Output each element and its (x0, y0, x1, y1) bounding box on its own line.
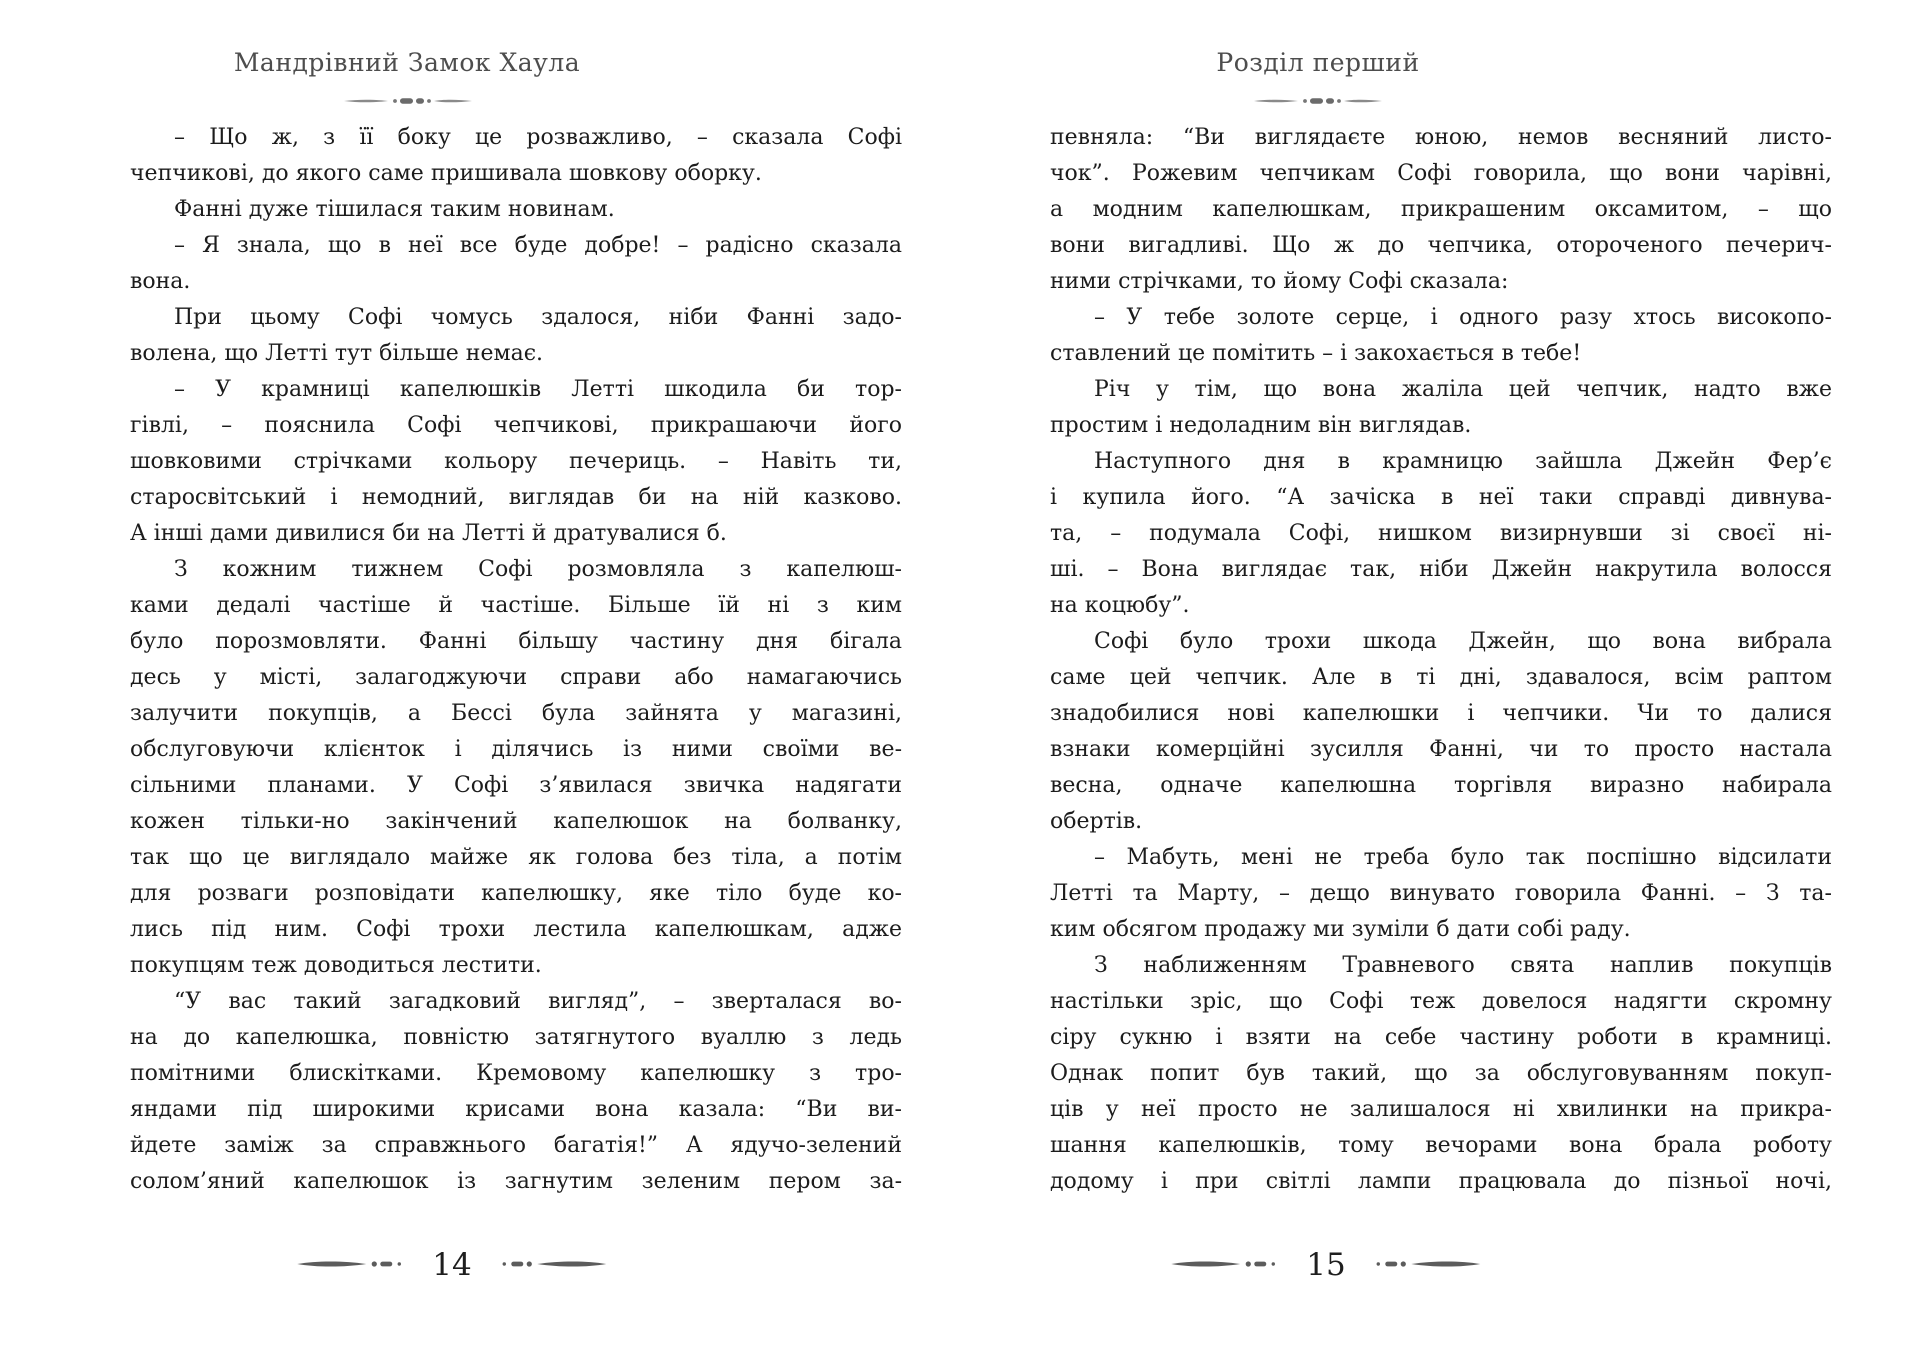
text-line: залучити покупців, а Бессі була зайнята у магазині, (130, 701, 902, 726)
page-footer-left (296, 1247, 607, 1283)
page-header-left: Мандрівний Замок Хаула (233, 48, 581, 77)
text-line: покупцям теж доводиться лестити. (130, 953, 542, 978)
text-line: чепчикові, до якого саме пришивала шовкову оборку. (130, 161, 762, 186)
text-line: Летті та Марту, – дещо винувато говорила Фанні. – З та- (1050, 881, 1832, 906)
text-line: А інші дами дивилися би на Летті й дратувалися б. (130, 521, 727, 546)
text-line: весна, одначе капелюшна торгівля виразно набирала (1050, 773, 1832, 798)
text-line: Наступного дня в крамницю зайшла Джейн Фер’є (1094, 449, 1832, 474)
text-line: десь у місті, залагоджуючи справи або намагаючись (130, 665, 902, 690)
text-line: чок”. Рожевим чепчикам Софі говорила, що вони чарівні, (1050, 161, 1832, 186)
text-line: на до капелюшка, повністю затягнутого вуаллю з ледь (130, 1025, 902, 1050)
text-line: йдете заміж за справжнього багатія!” А ядучо-зелений (130, 1133, 902, 1158)
text-line: та, – подумала Софі, нишком визирнувши зі своєї ні- (1050, 521, 1832, 546)
text-line: яндами під широкими крисами вона казала: “Ви ви- (130, 1097, 902, 1122)
page-number-right: 15 (1306, 1247, 1346, 1283)
text-line: З наближенням Травневого свята наплив покупців (1094, 953, 1832, 978)
text-line: ками дедалі частіше й частіше. Більше їй ні з ким (130, 593, 902, 618)
text-line: ким обсягом продажу ми зуміли б дати собі раду. (1050, 917, 1631, 942)
text-line: шовковими стрічками кольору печериць. – Навіть ти, (130, 449, 902, 474)
text-line: вона. (130, 269, 191, 294)
text-line: додому і при світлі лампи працювала до пізньої ночі, (1050, 1169, 1832, 1194)
text-line: Річ у тім, що вона жаліла цей чепчик, надто вже (1094, 377, 1832, 402)
text-line: простим і недоладним він виглядав. (1050, 413, 1472, 438)
ornament-flourish-right (498, 1256, 608, 1275)
text-line: – Я знала, що в неї все буде добре! – радісно сказала (174, 233, 902, 258)
text-line: солом’яний капелюшок із загнутим зеленим пером за- (130, 1169, 902, 1194)
text-line: ними стрічками, то йому Софі сказала: (1050, 269, 1509, 294)
ornament-divider (1252, 92, 1384, 111)
page-footer-right (1170, 1247, 1481, 1283)
text-line: взнаки комерційні зусилля Фанні, чи то просто настала (1050, 737, 1832, 762)
text-line: волена, що Летті тут більше немає. (130, 341, 544, 366)
text-line: кожен тільки-но закінчений капелюшок на болванку, (130, 809, 902, 834)
ornament-divider (342, 92, 474, 111)
text-line: певняла: “Ви виглядаєте юною, немов весняний листо- (1050, 125, 1832, 150)
text-line: обслуговуючи клієнток і ділячись із ними своїми ве- (130, 737, 902, 762)
text-line: було порозмовляти. Фанні більшу частину дня бігала (130, 629, 902, 654)
text-line: помітними блискітками. Кремовому капелюшку з тро- (130, 1061, 902, 1086)
text-line: старосвітський і немодний, виглядав би на ній казково. (130, 485, 902, 510)
text-line: а модним капелюшкам, прикрашеним оксамитом, – що (1050, 197, 1832, 222)
text-line: сіру сукню і взяти на себе частину роботи в крамниці. (1050, 1025, 1832, 1050)
text-line: Фанні дуже тішилася таким новинам. (174, 197, 615, 222)
text-line: сільними планами. У Софі з’явилася звичка надягати (130, 773, 902, 798)
text-line: на коцюбу”. (1050, 593, 1190, 618)
text-line: ші. – Вона виглядає так, ніби Джейн накрутила волосся (1050, 557, 1832, 582)
ornament-flourish-left (1170, 1256, 1280, 1275)
text-line: – Що ж, з її боку це розважливо, – сказала Софі (174, 125, 902, 150)
text-column-right (1050, 120, 1832, 1200)
text-line: Софі було трохи шкода Джейн, що вона вибрала (1094, 629, 1832, 654)
page-number-left: 14 (432, 1247, 472, 1283)
text-line: саме цей чепчик. Але в ті дні, здавалося, всім раптом (1050, 665, 1832, 690)
text-column-left (130, 120, 902, 1200)
text-line: обертів. (1050, 809, 1143, 834)
text-line: – У крамниці капелюшків Летті шкодила би тор- (174, 377, 902, 402)
ornament-flourish-right (1372, 1256, 1482, 1275)
text-line: вони вигадливі. Що ж до чепчика, отороченого печерич- (1050, 233, 1832, 258)
page-header-right: Розділ перший (1216, 48, 1420, 77)
text-line: знадобилися нові капелюшки і чепчики. Чи то далися (1050, 701, 1832, 726)
text-line: настільки зріс, що Софі теж довелося надягти скромну (1050, 989, 1832, 1014)
text-line: З кожним тижнем Софі розмовляла з капелюш- (174, 557, 902, 582)
ornament-flourish-left (296, 1256, 406, 1275)
text-line: – Мабуть, мені не треба було так поспішно відсилати (1094, 845, 1832, 870)
text-line: – У тебе золоте серце, і одного разу хтось високопо- (1094, 305, 1832, 330)
text-line: Однак попит був такий, що за обслуговуванням покуп- (1050, 1061, 1832, 1086)
text-line: ставлений це помітить – і закохається в тебе! (1050, 341, 1582, 366)
text-line: шання капелюшків, тому вечорами вона брала роботу (1050, 1133, 1832, 1158)
text-line: гівлі, – пояснила Софі чепчикові, прикрашаючи його (130, 413, 902, 438)
text-line: так що це виглядало майже як голова без тіла, а потім (130, 845, 902, 870)
text-line: “У вас такий загадковий вигляд”, – зверталася во- (174, 989, 902, 1014)
text-line: ців у неї просто не залишалося ні хвилинки на прикра- (1050, 1097, 1832, 1122)
text-line: і купила його. “А зачіска в неї таки справді дивнува- (1050, 485, 1832, 510)
text-line: При цьому Софі чомусь здалося, ніби Фанні задо- (174, 305, 902, 330)
text-line: для розваги розповідати капелюшку, яке тіло буде ко- (130, 881, 902, 906)
text-line: лись під ним. Софі трохи лестила капелюшкам, адже (130, 917, 902, 942)
